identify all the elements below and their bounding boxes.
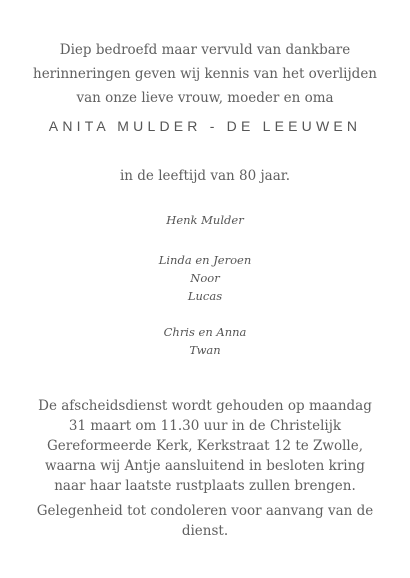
intro-line: herinneringen geven wij kennis van het overlijden xyxy=(33,66,377,82)
deceased-name: ANITA MULDER - DE LEEUWEN xyxy=(48,118,362,134)
family-member: Twan xyxy=(189,343,221,357)
service-info xyxy=(10,396,400,496)
family-group xyxy=(0,211,410,229)
service-line: 31 maart om 11.30 uur in de Christelijk xyxy=(68,418,342,434)
family-member: Henk Mulder xyxy=(166,213,244,227)
family-member: Lucas xyxy=(187,289,223,303)
age-line: in de leeftijd van 80 jaar. xyxy=(119,168,291,184)
intro-text xyxy=(10,38,400,110)
family-group xyxy=(0,251,410,305)
condolence-line: Gelegenheid tot condoleren voor aanvang van de xyxy=(36,503,374,519)
intro-line: van onze lieve vrouw, moeder en oma xyxy=(76,90,334,106)
service-line: naar haar laatste rustplaats zullen brengen. xyxy=(54,478,356,494)
service-line: De afscheidsdienst wordt gehouden op maandag xyxy=(38,398,372,414)
family-group xyxy=(0,323,410,359)
service-line: waarna wij Antje aansluitend in besloten kring xyxy=(45,458,365,474)
service-line: Gereformeerde Kerk, Kerkstraat 12 te Zwolle, xyxy=(47,438,363,454)
intro-line: Diep bedroefd maar vervuld van dankbare xyxy=(59,42,351,58)
condolence-info xyxy=(10,501,400,541)
condolence-line: dienst. xyxy=(181,523,229,539)
family-member: Linda en Jeroen xyxy=(158,253,252,267)
family-member: Noor xyxy=(190,271,220,285)
family-member: Chris en Anna xyxy=(163,325,247,339)
